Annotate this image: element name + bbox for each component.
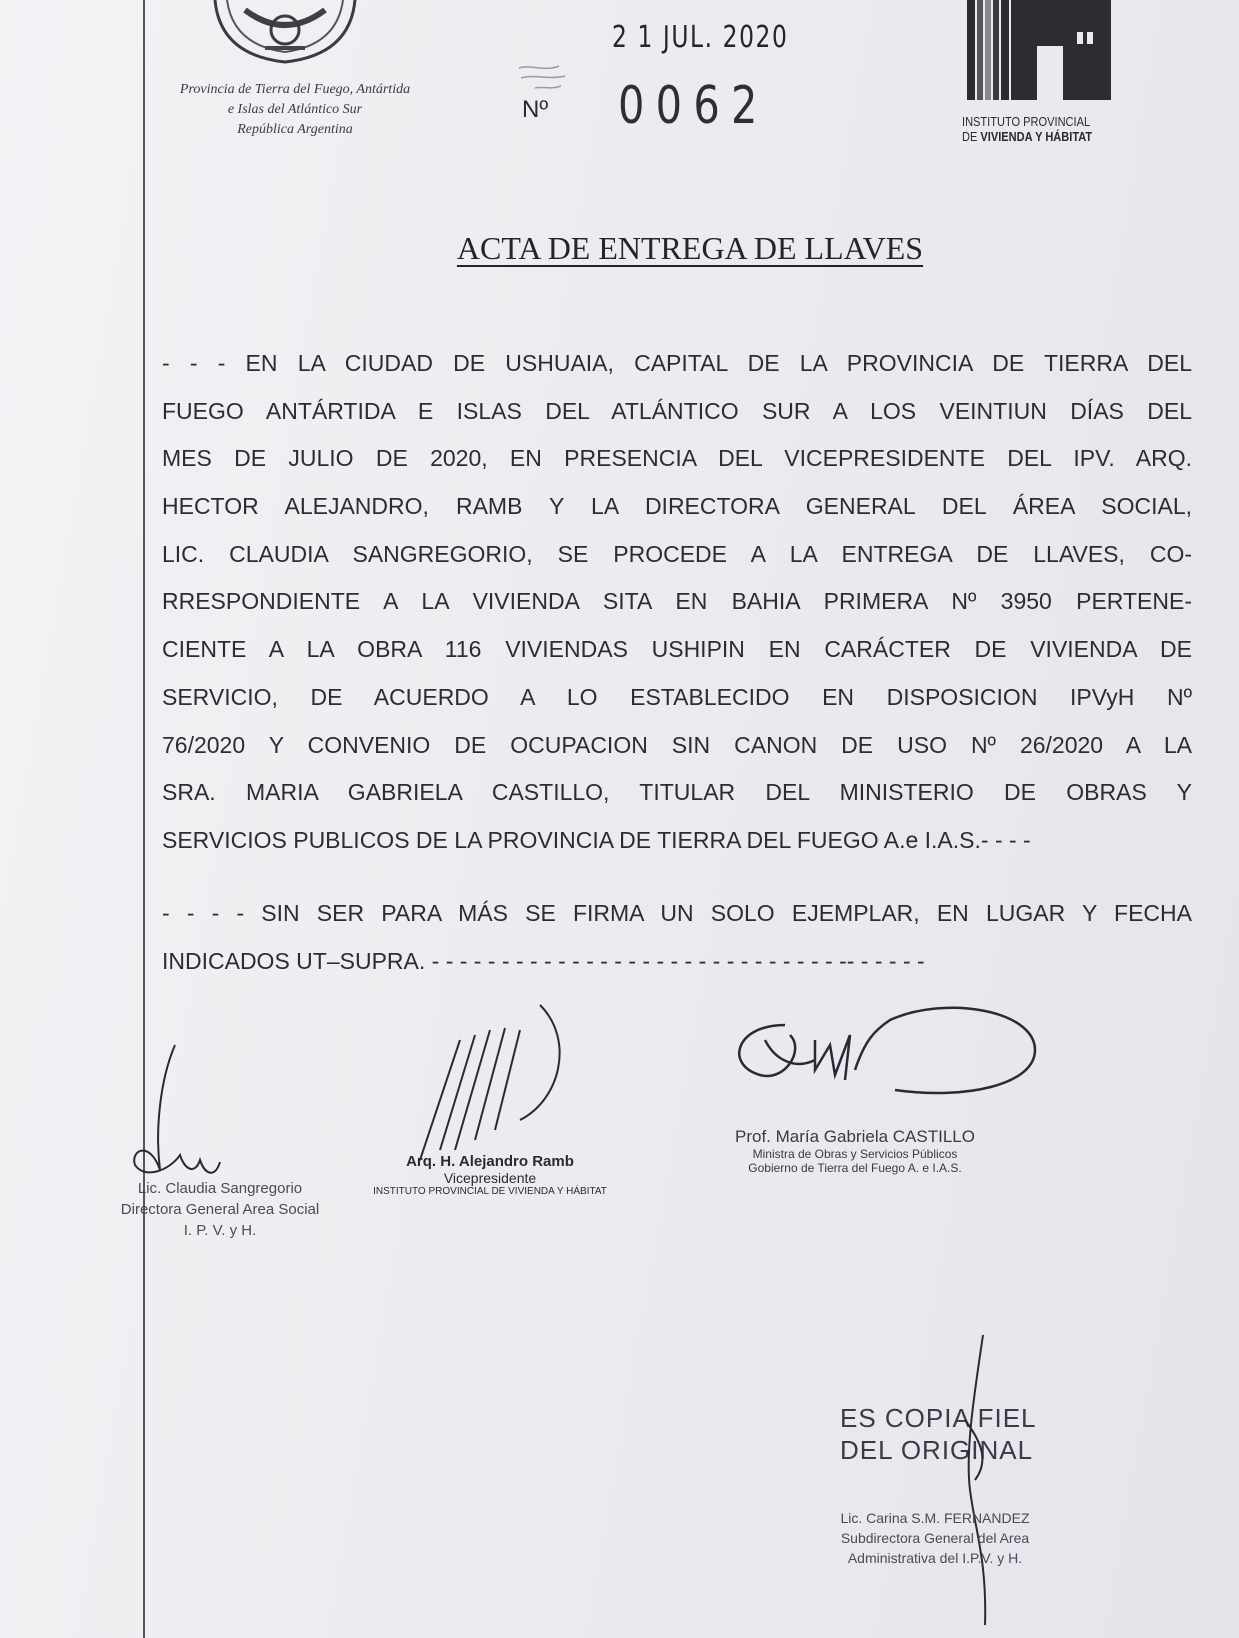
certifier-role: Subdirectora General del Area <box>840 1530 1030 1546</box>
signature-castillo <box>715 990 1045 1120</box>
faint-stamp-mark <box>515 60 575 100</box>
body-line: SERVICIOS PUBLICOS DE LA PROVINCIA DE TIERRA DEL FUEGO A.e I.A.S.- - - - <box>162 826 1031 853</box>
body-line: CIENTE A LA OBRA 116 VIVIENDAS USHIPIN EN CARÁCTER DE VIVIENDA DE <box>162 636 1192 663</box>
number-label: Nº <box>522 96 549 123</box>
signature-fernandez <box>945 1330 1015 1630</box>
province-heading <box>110 80 480 140</box>
body-line: MES DE JULIO DE 2020, EN PRESENCIA DEL VICEPRESIDENTE DEL IPV. ARQ. <box>162 445 1192 472</box>
signature-block-1 <box>90 1178 350 1241</box>
province-crest-icon <box>205 0 365 70</box>
body-line: FUEGO ANTÁRTIDA E ISLAS DEL ATLÁNTICO SUR A LOS VEINTIUN DÍAS DEL <box>162 397 1192 424</box>
document-number: 0062 <box>618 76 769 136</box>
signer-name: Arq. H. Alejandro Ramb <box>406 1153 574 1170</box>
signature-block-2 <box>365 1153 615 1197</box>
body-line: SERVICIO, DE ACUERDO A LO ESTABLECIDO EN DISPOSICION IPVyH Nº <box>162 683 1192 710</box>
province-line-1: Provincia de Tierra del Fuego, Antártida <box>179 82 411 97</box>
signer-role: Directora General Area Social <box>120 1201 320 1218</box>
left-margin-line <box>143 0 145 1638</box>
date-stamp: 2 1 JUL. 2020 <box>612 20 789 55</box>
body-line: 76/2020 Y CONVENIO DE OCUPACION SIN CANON DE USO Nº 26/2020 A LA <box>162 731 1192 758</box>
signer-org: INSTITUTO PROVINCIAL DE VIVIENDA Y HÁBITAT <box>373 1186 607 1197</box>
body-line: - - - - SIN SER PARA MÁS SE FIRMA UN SOLO EJEMPLAR, EN LUGAR Y FECHA <box>162 900 1192 926</box>
copy-stamp-line-1: ES COPIA FIEL <box>840 1403 1037 1433</box>
certifier-name: Lic. Carina S.M. FERNANDEZ <box>840 1510 1030 1526</box>
signer-name: Prof. María Gabriela CASTILLO <box>735 1127 975 1146</box>
signer-org: Gobierno de Tierra del Fuego A. e I.A.S. <box>748 1161 962 1175</box>
body-line: - - - EN LA CIUDAD DE USHUAIA, CAPITAL DE LA PROVINCIA DE TIERRA DEL <box>162 350 1192 376</box>
body-line: INDICADOS UT–SUPRA. - - - - - - - - - - - - - - - - - - - - - - - - - - - - - -- - - - - - <box>162 947 925 974</box>
institute-logo-icon <box>965 0 1115 104</box>
institute-name <box>962 114 1107 144</box>
signature-sangregorio <box>120 1040 240 1190</box>
copy-certifier-block <box>790 1508 1080 1568</box>
document-title: ACTA DE ENTREGA DE LLAVES <box>456 230 924 266</box>
signer-org: I. P. V. y H. <box>183 1222 257 1239</box>
signer-role: Ministra de Obras y Servicios Públicos <box>752 1147 958 1161</box>
body-line: LIC. CLAUDIA SANGREGORIO, SE PROCEDE A LA ENTREGA DE LLAVES, CO- <box>162 540 1192 567</box>
signer-name: Lic. Claudia Sangregorio <box>137 1180 303 1197</box>
province-line-2: e Islas del Atlántico Sur <box>227 102 363 117</box>
body-line: HECTOR ALEJANDRO, RAMB Y LA DIRECTORA GENERAL DEL ÁREA SOCIAL, <box>162 493 1192 520</box>
institute-line-2-prefix: DE <box>962 129 981 144</box>
copy-stamp-line-2: DEL ORIGINAL <box>840 1435 1034 1465</box>
body-line: RRESPONDIENTE A LA VIVIENDA SITA EN BAHIA PRIMERA Nº 3950 PERTENE- <box>162 588 1192 615</box>
signer-role: Vicepresidente <box>443 1170 537 1186</box>
province-line-3: República Argentina <box>237 122 353 137</box>
body-paragraph-1 <box>162 340 1192 865</box>
institute-line-2-bold: VIVIENDA Y HÁBITAT <box>980 129 1093 144</box>
signature-ramb <box>400 1000 580 1170</box>
certifier-role-2: Administrativa del I.P.V. y H. <box>847 1550 1023 1566</box>
institute-line-1: INSTITUTO PROVINCIAL <box>962 114 1091 129</box>
signature-block-3 <box>700 1127 1010 1175</box>
body-paragraph-2 <box>162 890 1192 985</box>
body-line: SRA. MARIA GABRIELA CASTILLO, TITULAR DEL MINISTERIO DE OBRAS Y <box>162 779 1192 806</box>
institute-line-2 <box>962 129 1107 144</box>
